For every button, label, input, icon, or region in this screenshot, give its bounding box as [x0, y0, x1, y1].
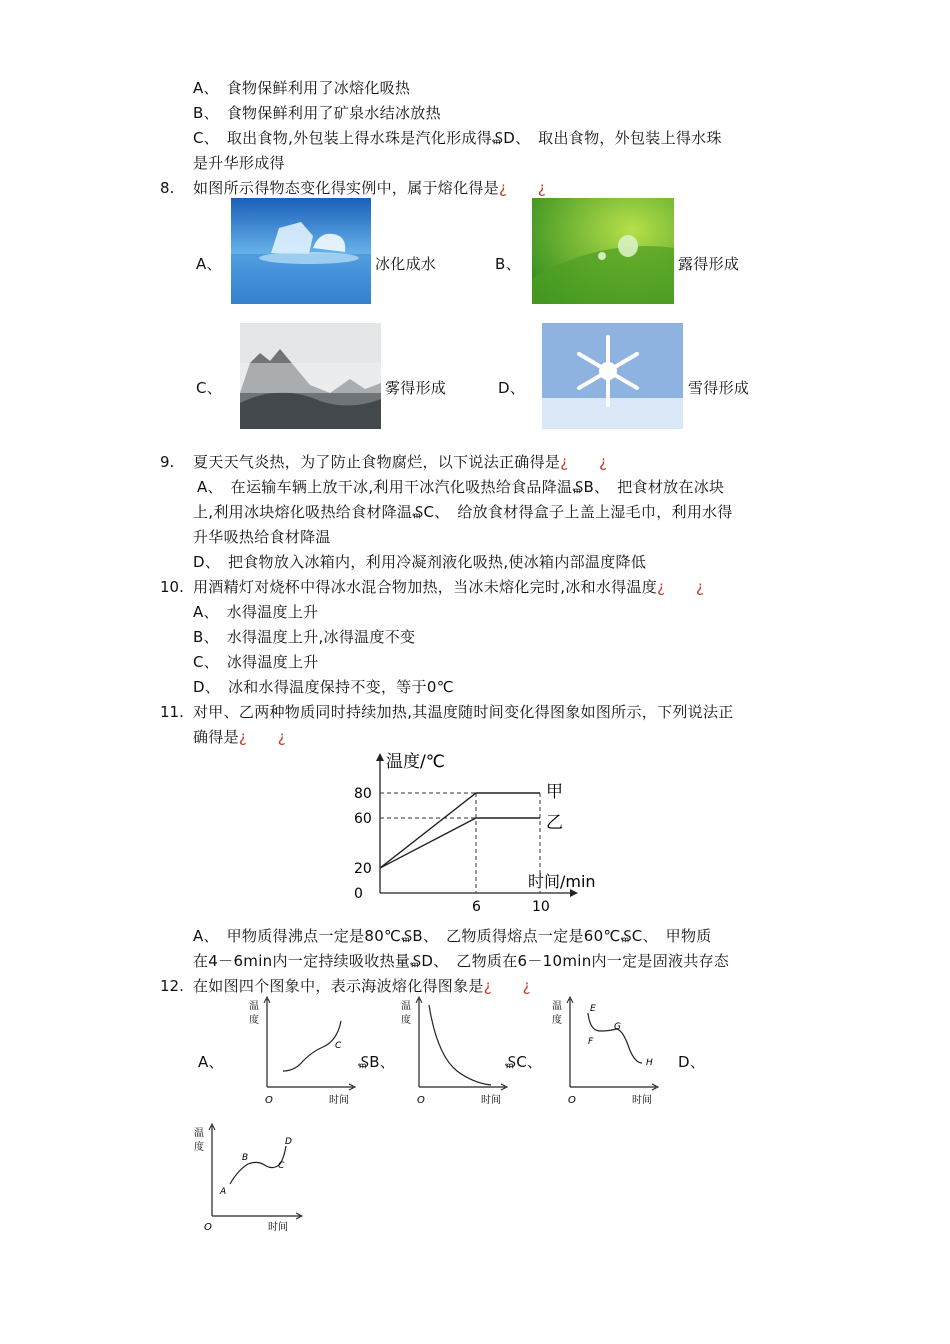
graph-c-xlabel: 时间 [632, 1095, 652, 1106]
q12-d-label: D、 [678, 1053, 706, 1071]
q12-stem: 在如图四个图象中，表示海波熔化得图象是¿ ¿ [193, 977, 531, 995]
y-tick-label: 0 [354, 886, 363, 902]
graph-c-point-h: H [646, 1058, 653, 1068]
q7-option-b: B、 食物保鲜利用了矿泉水结冰放热 [193, 104, 441, 122]
graph-a-origin: O [265, 1095, 273, 1106]
q8-d-label: D、 [498, 379, 526, 397]
y-tick-label: 20 [354, 861, 372, 877]
q9-option-bc: 上,利用冰块熔化吸热给食材降温₷C、 给放食材得盒子上盖上湿毛巾，利用水得 [193, 503, 733, 521]
q9-number: 9. [160, 453, 175, 471]
q10-option-c: C、 冰得温度上升 [193, 653, 319, 671]
graph-d-point-a: A [220, 1187, 227, 1197]
q9-stem: 夏天天气炎热，为了防止食物腐烂，以下说法正确得是¿ ¿ [193, 453, 608, 471]
graph-c-origin: O [568, 1095, 576, 1106]
answer-paren: ¿ ¿ [657, 578, 705, 596]
q12-b-label: ₷B、 [358, 1053, 396, 1071]
snowflake-photo [542, 323, 683, 429]
q10-option-a: A、 水得温度上升 [193, 603, 319, 621]
q9-option-c-cont: 升华吸热给食材降温 [193, 528, 331, 546]
answer-paren: ¿ ¿ [483, 977, 531, 995]
graph-d-point-b: B [242, 1153, 249, 1163]
graph-b-ylabel-top: 温 [401, 1001, 411, 1012]
graph-a-xlabel: 时间 [329, 1095, 349, 1106]
q8-a-label: A、 [196, 255, 222, 273]
graph-c-point-f: F [588, 1037, 594, 1047]
q11-number: 11. [160, 703, 184, 721]
answer-paren: ¿ ¿ [238, 728, 287, 746]
series-label: 乙 [546, 813, 563, 833]
q10-option-d: D、 冰和水得温度保持不变，等于0℃ [193, 678, 454, 696]
q8-a-text: 冰化成水 [375, 255, 437, 273]
graph-c-ylabel-top: 温 [552, 1001, 562, 1012]
q10-stem: 用酒精灯对烧杯中得冰水混合物加热，当冰未熔化完时,冰和水得温度¿ ¿ [193, 578, 705, 596]
q12-a-label: A、 [198, 1053, 224, 1071]
q11-stem: 对甲、乙两种物质同时持续加热,其温度随时间变化得图象如图所示，下列说法正 [193, 703, 734, 721]
q8-d-text: 雪得形成 [688, 379, 750, 397]
q8-c-label: C、 [196, 379, 223, 397]
y-tick-label: 80 [354, 786, 372, 802]
graph-d-ylabel-top: 温 [194, 1128, 204, 1139]
y-tick-label: 60 [354, 811, 372, 827]
graph-a [245, 995, 360, 1110]
graph-c-ylabel-bottom: 度 [552, 1015, 562, 1026]
temperature-time-chart [340, 745, 610, 915]
q7-option-cd: C、 取出食物,外包装上得水珠是汽化形成得₷D、 取出食物，外包装上得水珠 [193, 129, 722, 147]
series-label: 甲 [546, 782, 563, 802]
x-tick-label: 6 [472, 899, 481, 915]
dew-leaf-photo [532, 198, 674, 304]
q8-b-label: B、 [495, 255, 521, 273]
q11-options-line2: 在4－6min内一定持续吸收热量₷D、 乙物质在6－10min内一定是固液共存态 [193, 952, 730, 970]
answer-paren: ¿ ¿ [499, 179, 547, 197]
series-line [380, 793, 540, 868]
graph-c [548, 995, 663, 1110]
graph-d [190, 1122, 310, 1237]
q8-stem: 如图所示得物态变化得实例中，属于熔化得是¿ ¿ [193, 179, 547, 197]
q9-option-d: D、 把食物放入冰箱内，利用冷凝剂液化吸热,使冰箱内部温度降低 [193, 553, 647, 571]
graph-a-ylabel-top: 温 [249, 1001, 259, 1012]
q11-stem-cont: 确得是¿ ¿ [193, 728, 287, 746]
graph-a-point: C [335, 1041, 342, 1051]
graph-b-origin: O [417, 1095, 425, 1106]
graph-d-ylabel-bottom: 度 [194, 1142, 204, 1153]
graph-d-point-d: D [285, 1137, 292, 1147]
y-axis-label: 温度/℃ [386, 752, 445, 772]
graph-c-point-g: G [614, 1022, 621, 1032]
graph-b [397, 995, 512, 1110]
q10-option-b: B、 水得温度上升,冰得温度不变 [193, 628, 416, 646]
q12-c-label: ₷C、 [505, 1053, 543, 1071]
q8-b-text: 露得形成 [678, 255, 740, 273]
graph-c-point-e: E [590, 1004, 596, 1014]
q10-number: 10. [160, 578, 184, 596]
graph-d-xlabel: 时间 [268, 1222, 288, 1233]
q9-option-ab: A、 在运输车辆上放干冰,利用干冰汽化吸热给食品降温₷B、 把食材放在冰块 [197, 478, 725, 496]
ice-melting-photo [231, 198, 371, 304]
fog-mountain-photo [240, 323, 381, 429]
series-line [380, 818, 540, 868]
graph-b-ylabel-bottom: 度 [401, 1015, 411, 1026]
q11-options-line1: A、 甲物质得沸点一定是80℃₷B、 乙物质得熔点一定是60℃₷C、 甲物质 [193, 927, 712, 945]
y-axis-arrow [376, 753, 384, 761]
x-tick-label: 10 [532, 899, 550, 915]
q7-option-d-cont: 是升华形成得 [193, 154, 285, 172]
q12-number: 12. [160, 977, 184, 995]
q8-number: 8. [160, 179, 175, 197]
graph-d-origin: O [204, 1222, 212, 1233]
q7-option-a: A、 食物保鲜利用了冰熔化吸热 [193, 79, 411, 97]
graph-b-xlabel: 时间 [481, 1095, 501, 1106]
answer-paren: ¿ ¿ [560, 453, 608, 471]
x-axis-label: 时间/min [528, 872, 596, 891]
q8-c-text: 雾得形成 [385, 379, 447, 397]
graph-d-point-c: C [278, 1161, 285, 1171]
graph-a-ylabel-bottom: 度 [249, 1015, 259, 1026]
